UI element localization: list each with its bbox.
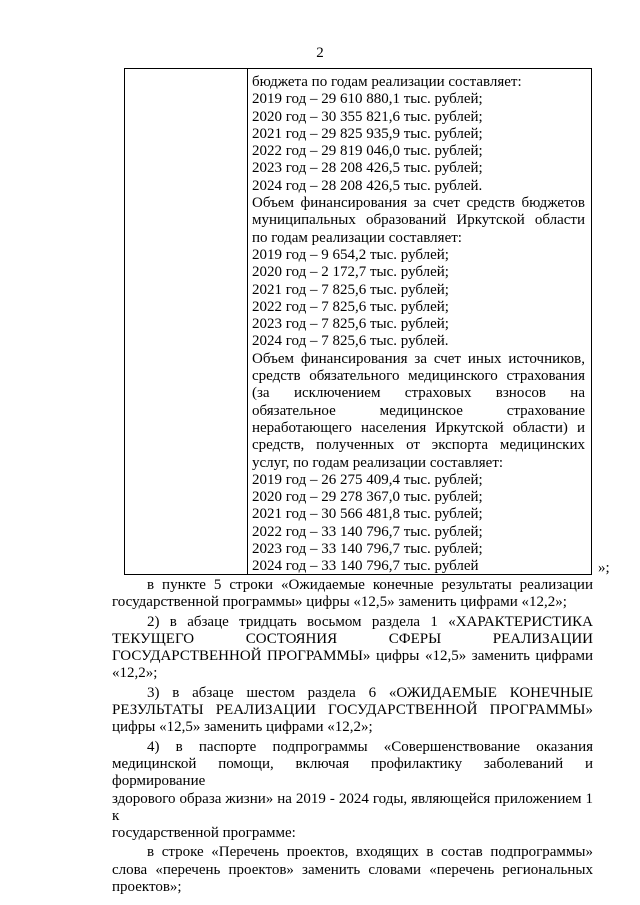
table-cell-line: 2020 год – 30 355 821,6 тыс. рублей;	[252, 108, 483, 125]
table-cell-line: услуг, по годам реализации составляет:	[252, 454, 504, 471]
table-cell-line: 2019 год – 9 654,2 тыс. рублей;	[252, 246, 449, 263]
paragraph-line: в строке «Перечень проектов, входящих в состав подпрограммы»	[147, 844, 593, 861]
table-cell-line: 2021 год – 30 566 481,8 тыс. рублей;	[252, 506, 483, 523]
table-cell-line: 2021 год – 7 825,6 тыс. рублей;	[252, 281, 449, 298]
table-cell-line: Объем финансирования за счет средств бюджетов	[252, 195, 585, 212]
table-cell-line: 2019 год – 26 275 409,4 тыс. рублей;	[252, 471, 483, 488]
amendment-paragraph	[112, 739, 593, 843]
paragraph-line: медицинской помощи, включая профилактику заболеваний и формирование	[112, 755, 593, 790]
table-cell-line: средств обязательного медицинского страхования	[252, 368, 585, 385]
paragraph-line: здорового образа жизни» на 2019 - 2024 годы, являющейся приложением 1 к	[112, 790, 593, 824]
table-cell-line: обязательное медицинское страхование	[252, 402, 585, 419]
table-cell-line: 2020 год – 2 172,7 тыс. рублей;	[252, 264, 449, 281]
table-cell-line: средств, полученных от экспорта медицинских	[252, 437, 585, 454]
paragraph-line: проектов»;	[112, 879, 182, 896]
page-number: 2	[316, 45, 324, 61]
table-cell-funding-text	[252, 74, 585, 576]
paragraph-line: РЕЗУЛЬТАТЫ РЕАЛИЗАЦИИ ГОСУДАРСТВЕННОЙ ПРОГРАММЫ»	[112, 702, 593, 719]
paragraph-line: «12,2»;	[112, 665, 158, 682]
amendment-paragraph	[112, 685, 593, 737]
paragraph-line: государственной программе:	[112, 825, 296, 842]
table-cell-line: 2020 год – 29 278 367,0 тыс. рублей;	[252, 489, 483, 506]
table-cell-line: 2023 год – 28 208 426,5 тыс. рублей;	[252, 160, 483, 177]
table-cell-line: 2024 год – 7 825,6 тыс. рублей.	[252, 333, 449, 350]
table-cell-line: 2024 год – 28 208 426,5 тыс. рублей.	[252, 177, 483, 194]
paragraph-line: цифры «12,5» заменить цифрами «12,2»;	[112, 719, 373, 736]
table-cell-line: 2022 год – 33 140 796,7 тыс. рублей;	[252, 523, 483, 540]
amendment-paragraph	[112, 844, 593, 896]
table-cell-line: 2019 год – 29 610 880,1 тыс. рублей;	[252, 91, 483, 108]
amendments-body	[112, 577, 593, 898]
paragraph-line: ГОСУДАРСТВЕННОЙ ПРОГРАММЫ» цифры «12,5» заменить цифрами	[112, 648, 593, 665]
amendment-paragraph	[112, 614, 593, 683]
paragraph-line: государственной программы» цифры «12,5» заменить цифрами «12,2»;	[112, 594, 567, 611]
table-cell-line: муниципальных образований Иркутской области	[252, 212, 585, 229]
paragraph-line: 4) в паспорте подпрограммы «Совершенствование оказания	[147, 738, 593, 755]
table-cell-line: Объем финансирования за счет иных источников,	[252, 350, 585, 367]
table-cell-line: 2023 год – 7 825,6 тыс. рублей;	[252, 316, 449, 333]
table-cell-line: 2023 год – 33 140 796,7 тыс. рублей;	[252, 541, 483, 558]
paragraph-line: 3) в абзаце шестом раздела 6 «ОЖИДАЕМЫЕ КОНЕЧНЫЕ	[147, 684, 593, 701]
table-cell-line: бюджета по годам реализации составляет:	[252, 74, 522, 90]
paragraph-line: 2) в абзаце тридцать восьмом раздела 1 «ХАРАКТЕРИСТИКА	[147, 613, 593, 630]
table-cell-line: (за исключением страховых взносов на	[252, 385, 585, 402]
table-cell-line: по годам реализации составляет:	[252, 229, 462, 246]
paragraph-line: слова «перечень проектов» заменить словами «перечень региональных	[112, 861, 593, 878]
funding-table	[124, 68, 592, 575]
paragraph-line: в пункте 5 строки «Ожидаемые конечные результаты реализации	[147, 577, 593, 593]
amendment-paragraph	[112, 577, 593, 612]
table-column-divider	[247, 69, 248, 574]
table-cell-line: 2021 год – 29 825 935,9 тыс. рублей;	[252, 125, 483, 142]
paragraph-line: ТЕКУЩЕГО СОСТОЯНИЯ СФЕРЫ РЕАЛИЗАЦИИ	[112, 630, 593, 647]
table-cell-line: 2024 год – 33 140 796,7 тыс. рублей	[252, 558, 479, 575]
table-cell-line: 2022 год – 29 819 046,0 тыс. рублей;	[252, 143, 483, 160]
table-cell-line: 2022 год – 7 825,6 тыс. рублей;	[252, 298, 449, 315]
table-closing-mark: »;	[598, 560, 610, 576]
table-cell-line: неработающего населения Иркутской области) и	[252, 419, 585, 436]
